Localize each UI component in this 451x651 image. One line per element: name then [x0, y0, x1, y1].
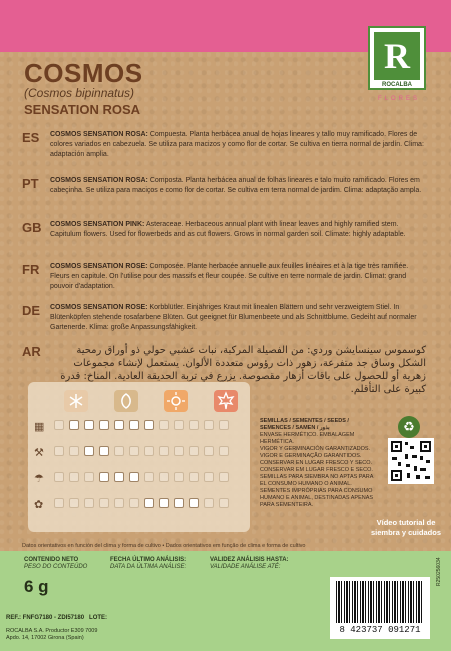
description-es [22, 130, 426, 164]
barcode [330, 577, 430, 639]
month-cell [54, 472, 64, 482]
month-cell [189, 498, 199, 508]
seed-info-heading: SEMILLAS / SEMENTES / SEEDS / SEMENCES / SAMEN / بذور [260, 418, 349, 431]
reference-code: REF.: FNFG7180 - ZDI57180 LOTE: [6, 615, 108, 621]
lang-code: ES [22, 130, 40, 145]
seed-info-item: ENVASE HERMÉTICO. EMBALAGEM HERMÉTICA. [260, 432, 355, 445]
month-cell [69, 498, 79, 508]
shovel-icon: ⚒ [34, 447, 44, 459]
seed-info-block [260, 418, 380, 509]
month-cell [69, 472, 79, 482]
net-content-label: CONTENIDO NETO PESO DO CONTEÚDO [24, 557, 88, 570]
month-cell [129, 446, 139, 456]
month-cell [114, 498, 124, 508]
flower-icon: ✿ [34, 499, 44, 511]
month-cell [84, 420, 94, 430]
brand-name: ROCALBA [382, 82, 412, 88]
month-cell [69, 446, 79, 456]
month-cell [84, 472, 94, 482]
barcode-bars [336, 581, 424, 623]
calendar-row [32, 472, 246, 486]
month-cell [69, 420, 79, 430]
month-cell [99, 446, 109, 456]
month-cell [144, 498, 154, 508]
brand-subtitle: FLORES [377, 96, 420, 102]
lang-code: AR [22, 344, 41, 359]
latin-name: (Cosmos bipinnatus) [24, 86, 135, 100]
month-cell [174, 420, 184, 430]
leaf-icon [114, 390, 138, 412]
lang-code: FR [22, 262, 40, 277]
month-cell [54, 446, 64, 456]
maple-leaf-icon [214, 390, 238, 412]
month-cell [99, 420, 109, 430]
product-title: COSMOS [24, 58, 143, 88]
month-cell [174, 446, 184, 456]
month-cell [189, 446, 199, 456]
snowflake-icon [64, 390, 88, 412]
seed-info-item: SEMILLAS PARA SIEMBRA NO APTAS PARA EL CONSUMO HUMANO O ANIMAL. [260, 474, 374, 487]
green-info-band [0, 551, 451, 651]
lang-code: PT [22, 176, 39, 191]
footnote: Datos orientativos en función del clima y forma de cultivo • Dados orientativos em função de clima e forma de cultivo [22, 543, 306, 549]
lang-code: DE [22, 303, 41, 318]
description-text: COSMOS SENSATION ROSA: Compuesta. Planta herbácea anual de hojas lineares y tallo muy ramificado. Flores de colores variados en cabezuela. Se utiliza para macizos y como flor de cortar. Se cultiva en tierra normal de jardín. Clima: adaptación amplia. [50, 131, 424, 158]
month-cell [174, 472, 184, 482]
recycle-icon: ♻ [398, 416, 420, 438]
variety-name: SENSATION ROSA [24, 102, 141, 117]
month-cell [159, 420, 169, 430]
month-cell [114, 446, 124, 456]
month-cell [204, 498, 214, 508]
description-text: COSMOS SENSATION ROSA: Composta. Planta herbácea anual de folhas lineares e talo muito ramificado. Flores em cabeçinha. Se utiliza para maciços e como flor de cortar. Se cultiva em terra normal de jardim. Clima: adaptação ampla. [50, 177, 422, 194]
month-cell [99, 498, 109, 508]
month-cell [99, 472, 109, 482]
side-code: R250256034 [436, 557, 442, 586]
description-text: COSMOS SENSATION ROSE: Composée. Plante herbacée annuelle aux feuilles linéaires et à la tige très ramifiée. Fleurs en capitule. On l'utilise pour des massifs et fleur coupée. Se cultive en terre normale de jardin. Climat: grand pouvoir d'adaptation. [50, 263, 409, 290]
qr-code-icon[interactable] [388, 438, 434, 484]
month-cell [219, 498, 229, 508]
month-cell [204, 420, 214, 430]
month-cell [219, 472, 229, 482]
description-de [22, 303, 426, 337]
description-pt [22, 176, 426, 210]
logo-letter: R [374, 32, 420, 80]
month-cell [144, 420, 154, 430]
growing-calendar [28, 382, 250, 532]
month-cell [54, 498, 64, 508]
description-gb [22, 220, 426, 254]
month-cell [159, 498, 169, 508]
month-cell [204, 472, 214, 482]
seed-info-item: CONSERVAR EN LUGAR FRESCO Y SECO. CONSERVAR EM LUGAR FRESCO E SECO. [260, 460, 373, 473]
seed-info-item: VIGOR Y GERMINACIÓN GARANTIZADOS. VIGOR E GERMINAÇÃO GARANTIDOS. [260, 446, 371, 459]
last-analysis-label: FECHA ÚLTIMO ANÁLISIS: DATA DA ÚLTIMA ANÁLISE: [110, 557, 187, 570]
seed-info-item: SEMENTES IMPRÓPRIAS PARA CONSUMO HUMANO E ANIMAL, DESTINADAS APENAS PARA SEMENTEIRA. [260, 488, 374, 508]
seed-tray-icon: ▦ [34, 421, 45, 433]
calendar-row [32, 446, 246, 460]
description-fr [22, 262, 426, 296]
lang-code: GB [22, 220, 42, 235]
month-cell [159, 446, 169, 456]
calendar-row [32, 498, 246, 512]
month-cell [114, 420, 124, 430]
analysis-validity-label: VALIDEZ ANÁLISIS HASTA: VALIDADE ANÁLISE ATÉ: [210, 557, 289, 570]
calendar-row [32, 420, 246, 434]
month-cell [129, 472, 139, 482]
month-cell [144, 472, 154, 482]
description-text: COSMOS SENSATION PINK: Asteraceae. Herbaceous annual plant with linear leaves and highly ramified stem. Capitulum flowers. Used for flowerbeds and as cut flowers. Grows in normal garden soil. Climate: highly adaptable. [50, 221, 406, 238]
month-cell [114, 472, 124, 482]
month-cell [84, 446, 94, 456]
month-cell [129, 498, 139, 508]
description-ar [22, 344, 426, 395]
month-cell [159, 472, 169, 482]
barcode-number: 8 423737 091271 [339, 625, 421, 635]
month-cell [174, 498, 184, 508]
month-cell [219, 420, 229, 430]
watering-icon: ☂ [34, 473, 44, 485]
description-text-arabic: كوسموس سينسايشن وردي: من الفصيلة المركبة، نبات عشبي حولي ذو أوراق رمحية الشكل وساق جد متفرعة، زهور ذات رؤوس متعددة الألوان. يستعمل لإنشاء مجموعات زهرية أو للحصول على باقات أزهار مقصوصة. يزرع في تربة الحديقة العادية. المناخ: قدرة كبيرة على التأقلم. [60, 345, 426, 395]
month-cell [144, 446, 154, 456]
lot-label: LOTE: [89, 615, 108, 621]
company-address: ROCALBA S.A. Productor E309 7009 Apdo. 14, 17002 Girona (Spain) [6, 628, 98, 641]
brand-logo [368, 26, 426, 90]
month-cell [189, 420, 199, 430]
month-cell [189, 472, 199, 482]
description-text: COSMOS SENSATION ROSE: Korbblütler. Einjähriges Kraut mit linealen Blättern und sehr verzweigtem Stiel. In Blütenköpfen stehende rosafarbene Blüten. Gut geeignet für Blumenbeete und als Schnittblume. Gedeiht auf normaler Gartenerde. Klima: große Anpassungsfähigkeit. [50, 304, 417, 331]
month-cell [204, 446, 214, 456]
month-cell [219, 446, 229, 456]
month-cell [84, 498, 94, 508]
video-tutorial-link[interactable]: Vídeo tutorial de siembra y cuidados [370, 518, 442, 537]
month-cell [54, 420, 64, 430]
net-weight: 6 g [24, 577, 49, 596]
sun-icon [164, 390, 188, 412]
month-cell [129, 420, 139, 430]
